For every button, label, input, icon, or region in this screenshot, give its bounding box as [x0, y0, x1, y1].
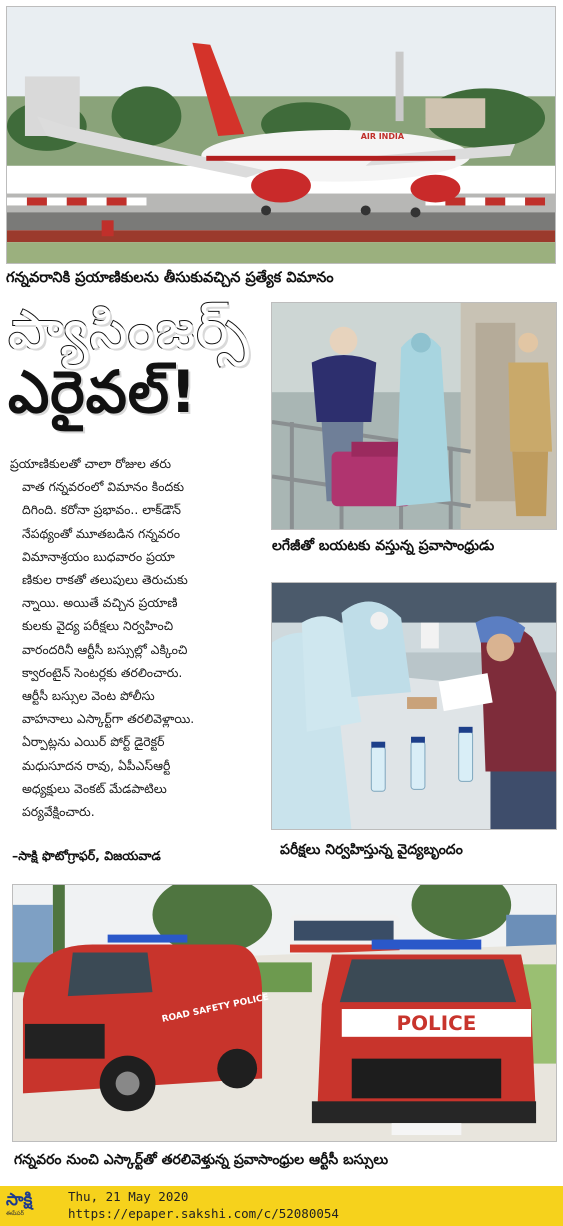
sakshi-logo[interactable] [6, 1190, 62, 1222]
article-line: కులకు వైద్య పరీక్షలు నిర్వహించి [22, 618, 174, 634]
article-line: క్వారంటైన్‌ సెంటర్లకు తరలించారు. [22, 664, 183, 680]
article-line: మధుసూదన రావు, ఏపీఎస్‌ఆర్టీ [22, 757, 171, 773]
photo-passenger-with-luggage [271, 302, 557, 530]
article-line: వారందరినీ ఆర్టీసీ బస్సుల్లో ఎక్కించి [22, 641, 188, 657]
caption-medical-team: పరీక్షలు నిర్వహిస్తున్న వైద్యబృందం [280, 842, 463, 858]
footer-date: Thu, 21 May 2020 [68, 1189, 189, 1204]
logo-word: సాక్షి [6, 1190, 33, 1210]
headline-line-1: ప్యాసింజర్స్ [8, 298, 251, 361]
vehicle-text-police: POLICE [396, 1011, 477, 1035]
article-line: ప్రయాణికులతో చాలా రోజుల తరు [10, 456, 172, 471]
headline-line-2: ఎరైవల్‌! [8, 358, 198, 426]
plane-livery-text: AIR INDIA [360, 131, 405, 141]
footer-url-link[interactable]: https://epaper.sakshi.com/c/52080054 [68, 1206, 339, 1221]
article-line: నేపథ్యంతో మూతబడిన గన్నవరం [22, 525, 181, 541]
article-line: విమానాశ్రయం బుధవారం ప్రయా [22, 548, 175, 564]
photo-airplane-landing [6, 6, 556, 264]
article-line: దిగింది. కరోనా ప్రభావం.. లాక్‌డౌన్‌ [22, 502, 181, 518]
article-byline: –సాక్షి ఫొటోగ్రాఫర్, విజయవాడ [12, 848, 161, 863]
article-line: పర్యవేక్షించారు. [22, 804, 95, 820]
footer-bar [0, 1186, 563, 1226]
photo-police-escort [12, 884, 557, 1142]
caption-police-escort: గన్నవరం నుంచి ఎస్కార్ట్‌తో తరలివెళ్తున్న ప్రవాసాంధ్రుల ఆర్టీసీ బస్సులు [14, 1152, 389, 1168]
vehicle-text-road-safety: ROAD SAFETY POLICE [160, 992, 270, 1025]
article-line: ఏర్పాట్లను ఎయిర్‌ పోర్ట్‌ డైరెక్టర్‌ [22, 734, 165, 750]
article-line: ణికుల రాకతో తలుపులు తెరుచుకు [22, 572, 188, 588]
logo-subtext: ఈపేపర్ [6, 1210, 25, 1217]
article-line: వాత గన్నవరంలో విమానం కిందకు [22, 479, 184, 495]
caption-passenger: లగేజీతో బయటకు వస్తున్న ప్రవాసాంధ్రుడు [272, 538, 495, 554]
article-body [10, 452, 268, 823]
article-line: వాహనాలు ఎస్కార్ట్‌గా తరలివెళ్లాయి. [22, 711, 195, 727]
article-line: ఆర్టీసీ బస్సుల వెంట పోలీసు [22, 688, 155, 704]
article-line: అధ్యక్షులు వెంకట్‌ మేడపాటిలు [22, 780, 167, 796]
photo-medical-team [271, 582, 557, 830]
headline [8, 300, 270, 424]
article-line: న్నాయి. అయితే వచ్చిన ప్రయాణి [22, 595, 178, 611]
caption-airplane: గన్నవరానికి ప్రయాణికులను తీసుకువచ్చిన ప్రత్యేక విమానం [6, 270, 334, 286]
